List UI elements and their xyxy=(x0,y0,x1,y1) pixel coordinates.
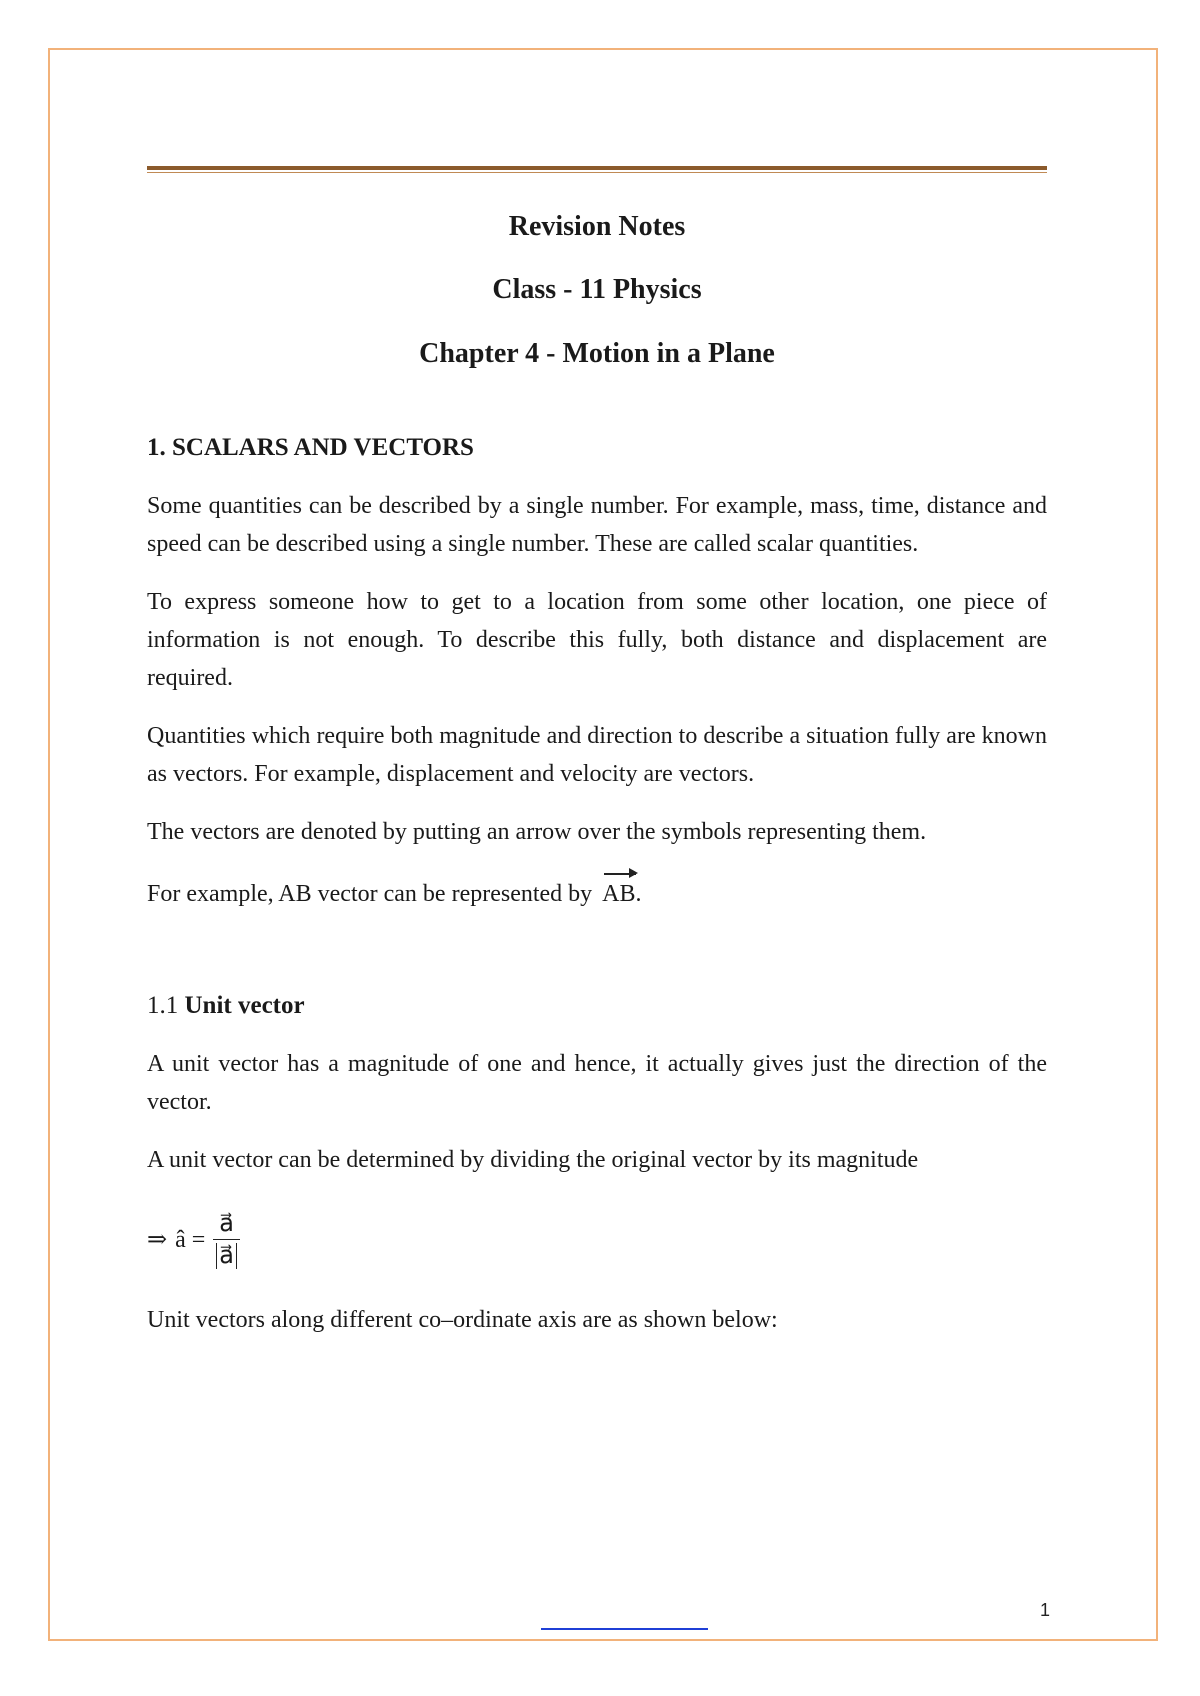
paragraph-notation: The vectors are denoted by putting an arrow over the symbols representing them. xyxy=(147,819,927,845)
doc-title: Revision Notes xyxy=(508,211,686,242)
doc-class: Class - 11 Physics xyxy=(492,274,702,305)
paragraph-example xyxy=(147,875,1047,913)
subsection-number: 1.1 xyxy=(147,992,179,1019)
unit-vector-formula xyxy=(147,1201,1047,1279)
example-text: For example, AB vector can be represented by xyxy=(147,881,593,907)
paragraph-axis-vectors: Unit vectors along different co–ordinate axis are as shown below: xyxy=(147,1307,778,1333)
page-content xyxy=(147,200,1047,1339)
section-heading-scalars-vectors: 1. SCALARS AND VECTORS xyxy=(147,434,474,461)
formula-fraction xyxy=(213,1209,240,1272)
paragraph-unit-vector-def: A unit vector has a magnitude of one and hence, it actually gives just the direction of the vector. xyxy=(147,1051,1047,1115)
vector-ab: AB xyxy=(602,875,635,913)
implies-symbol: ⇒ xyxy=(147,1227,168,1253)
example-period: . xyxy=(635,881,642,907)
subsection-title: Unit vector xyxy=(184,992,305,1019)
header-rule xyxy=(147,166,1047,170)
footer-link[interactable] xyxy=(541,1628,708,1630)
formula-denominator xyxy=(216,1240,237,1272)
paragraph-vectors: Quantities which require both magnitude and direction to describe a situation fully are known as vectors. For example, displacement and velocity are vectors. xyxy=(147,723,1047,787)
formula-lhs: â = xyxy=(175,1227,206,1253)
doc-chapter: Chapter 4 - Motion in a Plane xyxy=(419,338,775,369)
subsection-heading-unit-vector xyxy=(147,987,1047,1025)
formula-numerator: a⃗ xyxy=(213,1209,240,1240)
paragraph-scalars: Some quantities can be described by a single number. For example, mass, time, distance and speed can be described using a single number. These are called scalar quantities. xyxy=(147,493,1047,557)
formula-magnitude: a⃗ xyxy=(216,1243,237,1269)
paragraph-unit-vector-method: A unit vector can be determined by dividing the original vector by its magnitude xyxy=(147,1147,919,1173)
page-number: 1 xyxy=(1040,1600,1051,1620)
paragraph-location: To express someone how to get to a location from some other location, one piece of information is not enough. To describe this fully, both distance and displacement are required. xyxy=(147,589,1047,691)
